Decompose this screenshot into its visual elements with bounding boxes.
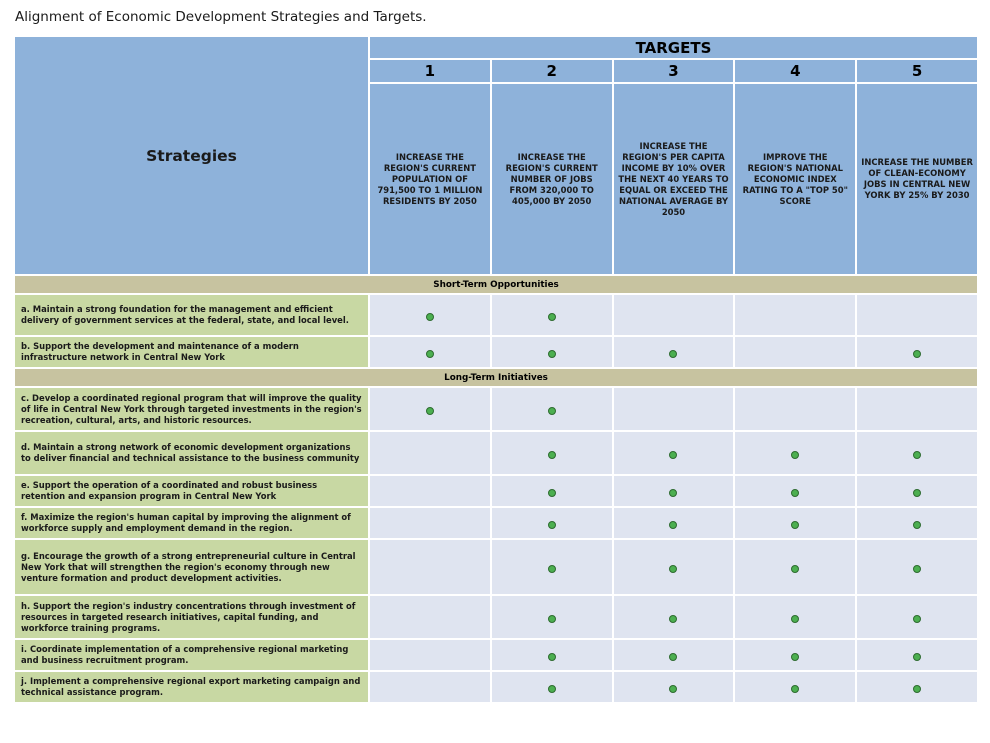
strategy-cell: a. Maintain a strong foundation for the management and efficient delivery of government services at the federal, state, and local level. xyxy=(15,295,368,335)
table-row xyxy=(15,508,977,538)
target-cell xyxy=(735,476,855,506)
target-cell xyxy=(370,508,490,538)
target-cell xyxy=(735,432,855,474)
target-cell xyxy=(492,432,612,474)
target-number: 2 xyxy=(492,60,612,82)
target-description: INCREASE THE REGION'S CURRENT POPULATION OF 791,500 TO 1 MILLION RESIDENTS BY 2050 xyxy=(370,84,490,274)
target-cell xyxy=(370,672,490,702)
alignment-dot-icon xyxy=(548,350,556,358)
alignment-dot-icon xyxy=(791,685,799,693)
target-cell xyxy=(735,508,855,538)
strategy-cell: h. Support the region's industry concentrations through investment of resources in targeted research initiatives, capital funding, and workforce training programs. xyxy=(15,596,368,638)
alignment-dot-icon xyxy=(913,350,921,358)
alignment-dot-icon xyxy=(791,653,799,661)
alignment-dot-icon xyxy=(548,685,556,693)
strategies-header: Strategies xyxy=(15,37,368,274)
target-cell xyxy=(370,540,490,594)
target-cell xyxy=(614,295,734,335)
alignment-dot-icon xyxy=(548,565,556,573)
target-cell xyxy=(492,596,612,638)
target-cell xyxy=(370,640,490,670)
target-cell xyxy=(857,388,977,430)
alignment-dot-icon xyxy=(913,615,921,623)
alignment-dot-icon xyxy=(548,521,556,529)
target-cell xyxy=(857,295,977,335)
alignment-dot-icon xyxy=(548,451,556,459)
alignment-dot-icon xyxy=(548,615,556,623)
page-title: Alignment of Economic Development Strategies and Targets. xyxy=(15,9,427,25)
table-row xyxy=(15,476,977,506)
target-number: 1 xyxy=(370,60,490,82)
table-row xyxy=(15,337,977,367)
alignment-dot-icon xyxy=(913,685,921,693)
target-cell xyxy=(735,540,855,594)
target-cell xyxy=(857,672,977,702)
alignment-dot-icon xyxy=(669,451,677,459)
target-cell xyxy=(614,640,734,670)
target-cell xyxy=(735,672,855,702)
strategy-cell: g. Encourage the growth of a strong entrepreneurial culture in Central New York that will strengthen the region's economy through new venture formation and product development activities. xyxy=(15,540,368,594)
section-header: Short-Term Opportunities xyxy=(15,276,977,293)
alignment-dot-icon xyxy=(426,407,434,415)
strategy-cell: i. Coordinate implementation of a comprehensive regional marketing and business recruitment program. xyxy=(15,640,368,670)
target-number: 5 xyxy=(857,60,977,82)
target-cell xyxy=(735,295,855,335)
table-row xyxy=(15,540,977,594)
table-body xyxy=(15,276,977,702)
strategy-cell: b. Support the development and maintenance of a modern infrastructure network in Central New York xyxy=(15,337,368,367)
table-row xyxy=(15,295,977,335)
targets-header: TARGETS xyxy=(370,37,977,58)
alignment-dot-icon xyxy=(669,685,677,693)
target-cell xyxy=(735,388,855,430)
target-cell xyxy=(492,388,612,430)
target-description: INCREASE THE REGION'S PER CAPITA INCOME BY 10% OVER THE NEXT 40 YEARS TO EQUAL OR EXCEED THE NATIONAL AVERAGE BY 2050 xyxy=(614,84,734,274)
alignment-dot-icon xyxy=(548,313,556,321)
target-cell xyxy=(857,476,977,506)
target-cell xyxy=(370,337,490,367)
target-cell xyxy=(614,337,734,367)
target-cell xyxy=(492,640,612,670)
alignment-dot-icon xyxy=(791,451,799,459)
target-cell xyxy=(857,596,977,638)
strategy-cell: c. Develop a coordinated regional program that will improve the quality of life in Central New York through targeted investments in the region's recreation, cultural, arts, and historic resources. xyxy=(15,388,368,430)
alignment-dot-icon xyxy=(669,653,677,661)
alignment-dot-icon xyxy=(426,313,434,321)
alignment-dot-icon xyxy=(669,489,677,497)
target-cell xyxy=(492,476,612,506)
table-row xyxy=(15,672,977,702)
alignment-dot-icon xyxy=(791,521,799,529)
target-cell xyxy=(492,337,612,367)
alignment-dot-icon xyxy=(548,489,556,497)
target-cell xyxy=(614,540,734,594)
target-cell xyxy=(857,508,977,538)
alignment-dot-icon xyxy=(669,350,677,358)
target-cell xyxy=(735,640,855,670)
target-cell xyxy=(614,672,734,702)
target-cell xyxy=(492,672,612,702)
target-cell xyxy=(735,596,855,638)
target-description: INCREASE THE NUMBER OF CLEAN-ECONOMY JOBS IN CENTRAL NEW YORK BY 25% BY 2030 xyxy=(857,84,977,274)
target-cell xyxy=(857,337,977,367)
target-cell xyxy=(370,388,490,430)
table-row xyxy=(15,596,977,638)
target-cell xyxy=(735,337,855,367)
target-description: IMPROVE THE REGION'S NATIONAL ECONOMIC INDEX RATING TO A "TOP 50" SCORE xyxy=(735,84,855,274)
table-row xyxy=(15,388,977,430)
target-cell xyxy=(370,432,490,474)
alignment-dot-icon xyxy=(913,521,921,529)
alignment-dot-icon xyxy=(669,521,677,529)
target-cell xyxy=(614,476,734,506)
target-cell xyxy=(857,640,977,670)
alignment-dot-icon xyxy=(791,565,799,573)
target-cell xyxy=(492,540,612,594)
target-cell xyxy=(614,508,734,538)
target-number: 4 xyxy=(735,60,855,82)
alignment-dot-icon xyxy=(426,350,434,358)
alignment-dot-icon xyxy=(548,407,556,415)
strategy-cell: j. Implement a comprehensive regional export marketing campaign and technical assistance program. xyxy=(15,672,368,702)
strategy-cell: e. Support the operation of a coordinated and robust business retention and expansion program in Central New York xyxy=(15,476,368,506)
table-row xyxy=(15,640,977,670)
table-row xyxy=(15,432,977,474)
target-cell xyxy=(370,295,490,335)
target-cell xyxy=(614,596,734,638)
strategy-cell: d. Maintain a strong network of economic development organizations to deliver financial and technical assistance to the business community xyxy=(15,432,368,474)
target-cell xyxy=(492,295,612,335)
target-number: 3 xyxy=(614,60,734,82)
section-header: Long-Term Initiatives xyxy=(15,369,977,386)
alignment-dot-icon xyxy=(669,565,677,573)
alignment-dot-icon xyxy=(791,615,799,623)
alignment-dot-icon xyxy=(669,615,677,623)
target-description: INCREASE THE REGION'S CURRENT NUMBER OF JOBS FROM 320,000 TO 405,000 BY 2050 xyxy=(492,84,612,274)
target-cell xyxy=(614,432,734,474)
alignment-dot-icon xyxy=(913,565,921,573)
target-cell xyxy=(614,388,734,430)
target-cell xyxy=(370,476,490,506)
alignment-dot-icon xyxy=(791,489,799,497)
alignment-table xyxy=(13,35,979,704)
alignment-dot-icon xyxy=(913,489,921,497)
target-cell xyxy=(857,540,977,594)
strategy-cell: f. Maximize the region's human capital by improving the alignment of workforce supply and employment demand in the region. xyxy=(15,508,368,538)
target-cell xyxy=(492,508,612,538)
target-cell xyxy=(370,596,490,638)
target-cell xyxy=(857,432,977,474)
alignment-dot-icon xyxy=(913,653,921,661)
alignment-dot-icon xyxy=(548,653,556,661)
alignment-dot-icon xyxy=(913,451,921,459)
